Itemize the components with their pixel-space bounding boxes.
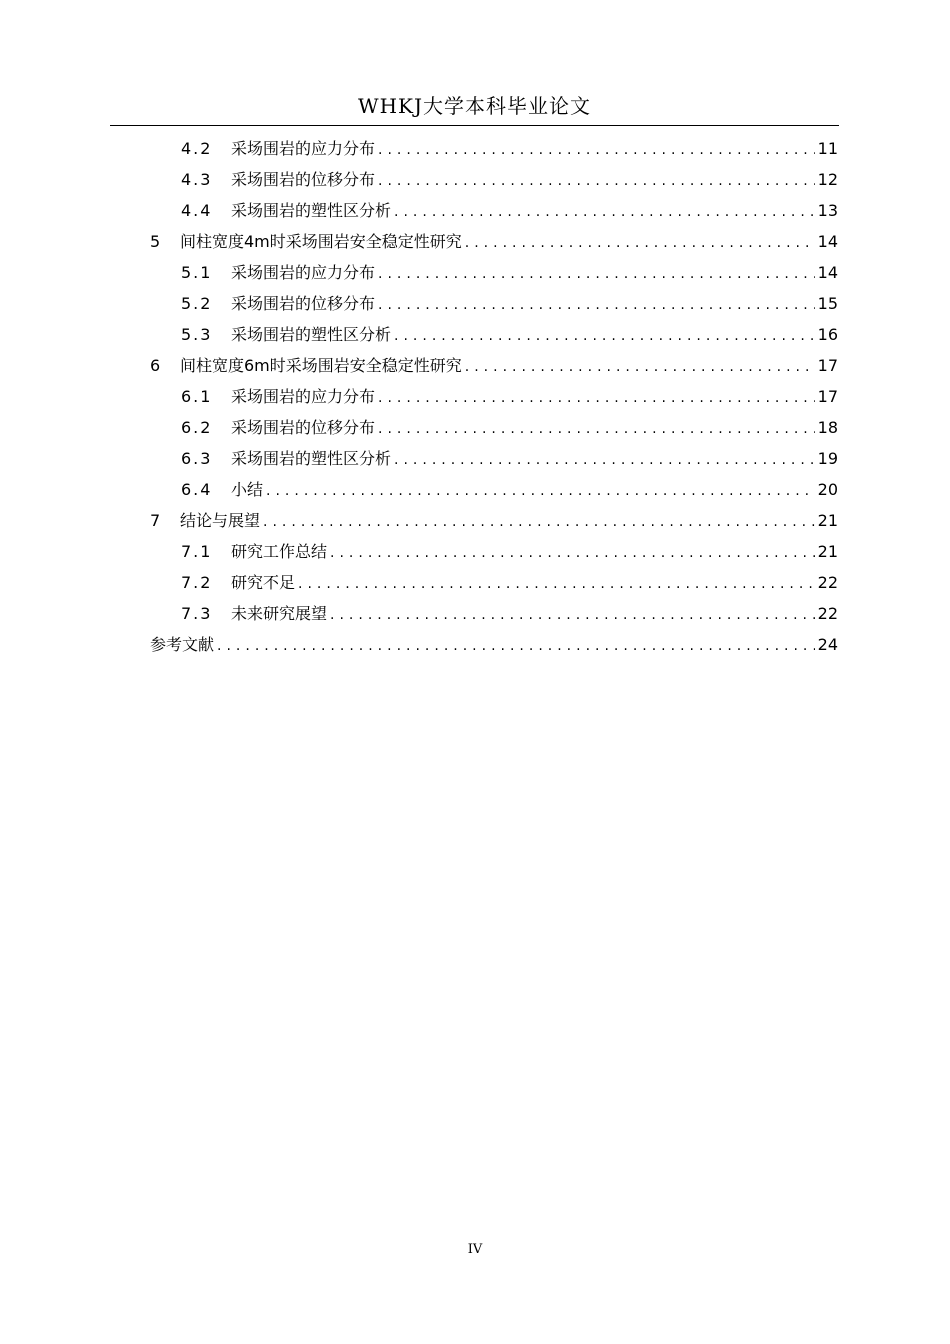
toc-entry-page: 19 — [817, 449, 838, 468]
toc-leader-dots — [378, 166, 815, 197]
toc-entry-number: 6.1 — [181, 387, 213, 406]
toc-leader-dots — [378, 290, 815, 321]
toc-entry-page: 17 — [817, 387, 838, 406]
toc-entry-page: 15 — [817, 294, 838, 313]
toc-leader-dots — [378, 259, 815, 290]
toc-entry-title: 采场围岩的塑性区分析 — [231, 201, 392, 220]
toc-entry-page: 17 — [817, 356, 838, 375]
toc-entry-page: 16 — [817, 325, 838, 344]
toc-leader-dots — [217, 631, 815, 662]
toc-leader-dots — [394, 321, 815, 352]
toc-entry-page: 22 — [817, 604, 838, 623]
table-of-contents — [150, 133, 838, 660]
toc-entry[interactable] — [150, 288, 838, 319]
toc-entry-title: 间柱宽度4m时采场围岩安全稳定性研究 — [180, 232, 462, 251]
toc-entry-number: 4.2 — [181, 139, 213, 158]
toc-entry-title: 未来研究展望 — [231, 604, 328, 623]
toc-entry-page: 18 — [817, 418, 838, 437]
toc-leader-dots — [378, 414, 815, 445]
toc-entry[interactable] — [150, 505, 838, 536]
toc-entry[interactable] — [150, 629, 838, 660]
toc-entry-page: 24 — [817, 635, 838, 654]
toc-entry-title: 采场围岩的位移分布 — [231, 418, 376, 437]
toc-entry-title: 采场围岩的位移分布 — [231, 170, 376, 189]
toc-leader-dots — [465, 352, 815, 383]
toc-entry-page: 11 — [817, 139, 838, 158]
toc-entry-title: 小结 — [231, 480, 264, 499]
toc-entry-number: 6.4 — [181, 480, 213, 499]
toc-entry-title: 采场围岩的应力分布 — [231, 387, 376, 406]
toc-entry-number: 4.3 — [181, 170, 213, 189]
toc-entry[interactable] — [150, 226, 838, 257]
page-header — [110, 92, 839, 126]
toc-leader-dots — [330, 538, 815, 569]
toc-entry[interactable] — [150, 350, 838, 381]
toc-entry-title: 结论与展望 — [180, 511, 261, 530]
toc-entry-page: 12 — [817, 170, 838, 189]
toc-entry-number: 5.2 — [181, 294, 213, 313]
toc-leader-dots — [394, 445, 815, 476]
header-title: WHKJ大学本科毕业论文 — [358, 94, 591, 118]
toc-entry[interactable] — [150, 195, 838, 226]
toc-entry-title: 采场围岩的应力分布 — [231, 263, 376, 282]
toc-leader-dots — [263, 507, 815, 538]
toc-entry[interactable] — [150, 381, 838, 412]
toc-leader-dots — [378, 135, 815, 166]
toc-entry[interactable] — [150, 567, 838, 598]
toc-entry-page: 20 — [817, 480, 838, 499]
page-number: IV — [467, 1242, 483, 1257]
toc-entry-page: 21 — [817, 542, 838, 561]
toc-entry-number: 6 — [150, 356, 161, 375]
toc-entry-page: 21 — [817, 511, 838, 530]
toc-entry[interactable] — [150, 412, 838, 443]
toc-entry-number: 6.3 — [181, 449, 213, 468]
page-footer — [0, 1242, 950, 1257]
toc-entry-number: 6.2 — [181, 418, 213, 437]
toc-leader-dots — [298, 569, 815, 600]
toc-entry-number: 4.4 — [181, 201, 213, 220]
toc-entry-page: 14 — [817, 263, 838, 282]
toc-entry-number: 7.2 — [181, 573, 213, 592]
toc-entry[interactable] — [150, 474, 838, 505]
toc-entry-page: 13 — [817, 201, 838, 220]
toc-entry[interactable] — [150, 133, 838, 164]
toc-entry[interactable] — [150, 319, 838, 350]
toc-entry-page: 14 — [817, 232, 838, 251]
toc-entry-title: 间柱宽度6m时采场围岩安全稳定性研究 — [180, 356, 462, 375]
toc-leader-dots — [266, 476, 815, 507]
toc-entry-number: 5.1 — [181, 263, 213, 282]
toc-entry-title: 研究不足 — [231, 573, 296, 592]
toc-entry[interactable] — [150, 164, 838, 195]
toc-entry-title: 采场围岩的位移分布 — [231, 294, 376, 313]
toc-leader-dots — [465, 228, 815, 259]
toc-entry[interactable] — [150, 443, 838, 474]
toc-entry-number: 7 — [150, 511, 161, 530]
toc-leader-dots — [378, 383, 815, 414]
toc-entry-title: 研究工作总结 — [231, 542, 328, 561]
toc-entry-number: 7.3 — [181, 604, 213, 623]
toc-entry-title: 采场围岩的塑性区分析 — [231, 449, 392, 468]
toc-entry-title: 采场围岩的应力分布 — [231, 139, 376, 158]
toc-entry[interactable] — [150, 598, 838, 629]
toc-leader-dots — [330, 600, 815, 631]
toc-entry-title: 参考文献 — [150, 635, 215, 654]
toc-entry-title: 采场围岩的塑性区分析 — [231, 325, 392, 344]
toc-entry-number: 5.3 — [181, 325, 213, 344]
toc-entry[interactable] — [150, 257, 838, 288]
toc-entry-number: 5 — [150, 232, 161, 251]
toc-entry[interactable] — [150, 536, 838, 567]
toc-entry-number: 7.1 — [181, 542, 213, 561]
toc-entry-page: 22 — [817, 573, 838, 592]
toc-leader-dots — [394, 197, 815, 228]
